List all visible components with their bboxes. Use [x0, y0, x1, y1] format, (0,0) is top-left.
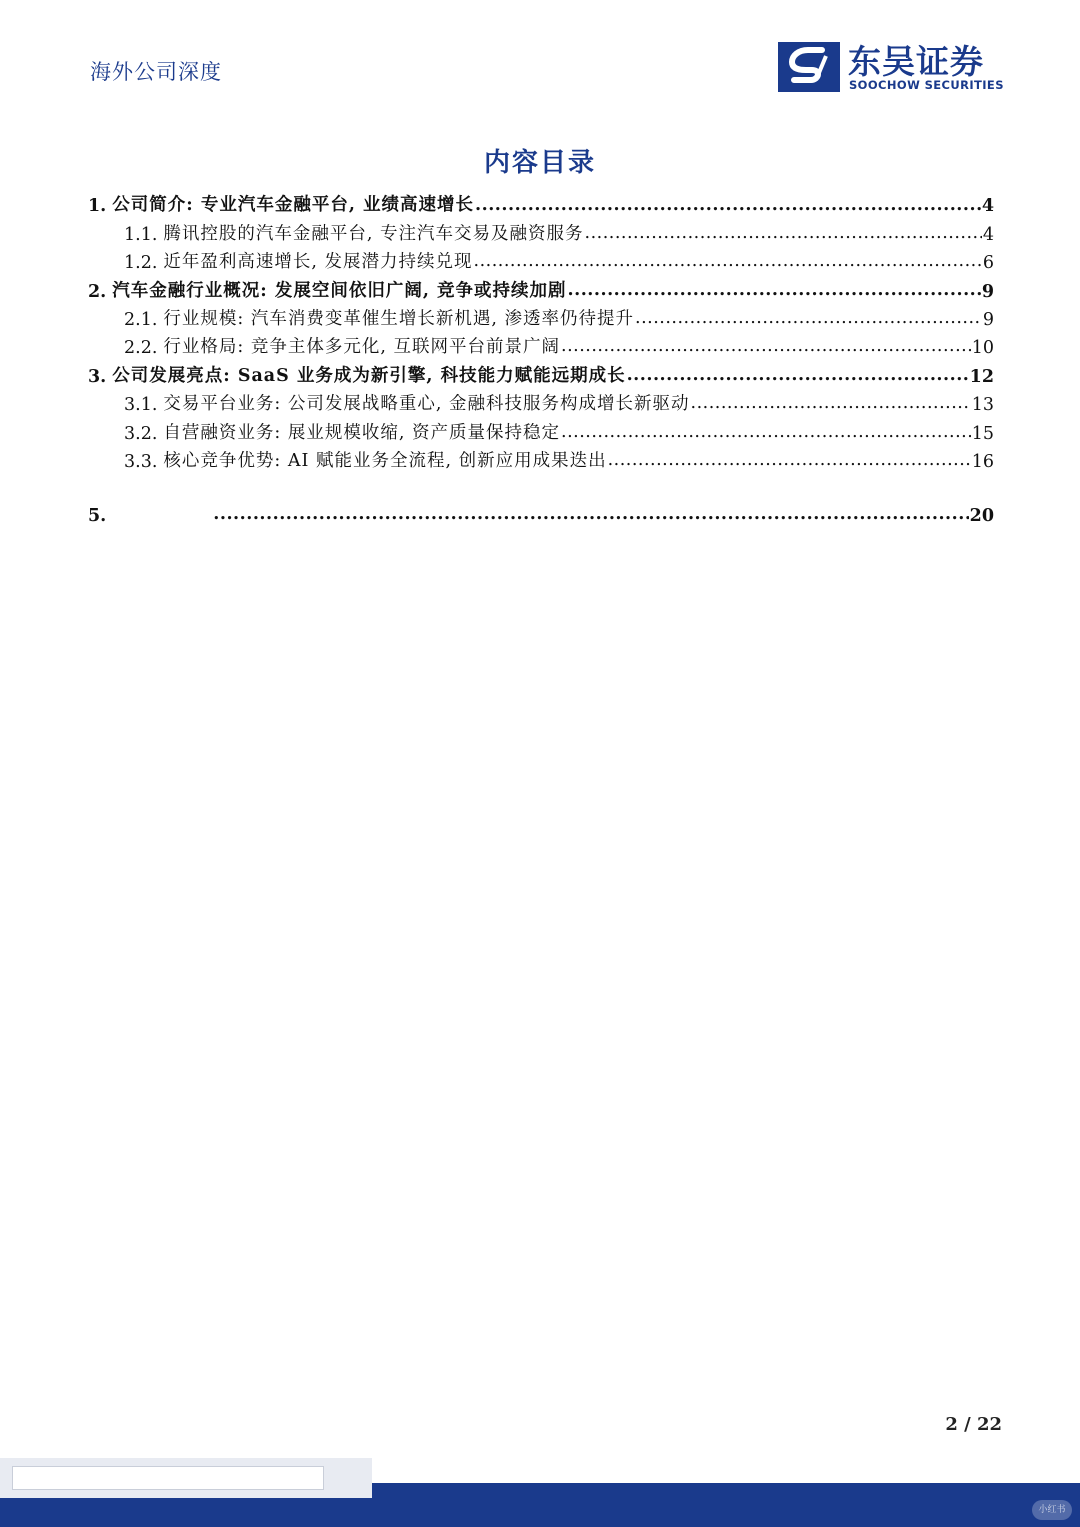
toc-leader-dots [475, 195, 981, 217]
toc-entry-page: 12 [969, 366, 994, 387]
toc-entry[interactable] [88, 387, 994, 415]
toc-entry-number: 3. [88, 366, 107, 387]
logo-chinese-name: 东吴证券 [848, 42, 984, 81]
toc-entry-page: 13 [971, 395, 994, 416]
toc-entry[interactable] [88, 245, 994, 273]
toc-entry-number: 2.2. [124, 338, 158, 359]
toc-entry[interactable] [88, 273, 994, 301]
toc-entry[interactable] [88, 498, 994, 526]
toc-entry-label: 自营融资业务: 展业规模收缩, 资产质量保持稳定 [163, 422, 560, 443]
toc-entry-number: 1. [88, 196, 107, 217]
report-type-label: 海外公司深度 [90, 60, 222, 84]
toc-leader-dots [585, 223, 982, 245]
toc-entry-page: 16 [971, 451, 994, 472]
toc-entry-page: 10 [971, 338, 994, 359]
toc-entry[interactable] [88, 216, 994, 244]
toc-entry-number: 3.3. [124, 451, 158, 472]
footer-disclaimer-field [12, 1466, 324, 1490]
toc-entry-label: 近年盈利高速增长, 发展潜力持续兑现 [163, 252, 473, 273]
toc-entry-number: 2. [88, 281, 107, 302]
toc-entry-number: 3.1. [124, 395, 158, 416]
toc-entry-label: 汽车金融行业概况: 发展空间依旧广阔, 竞争或持续加剧 [112, 280, 567, 301]
toc-entry-number: 5. [88, 506, 107, 527]
toc-entry-page: 6 [982, 253, 994, 274]
toc-entry-label: 行业规模: 汽车消费变革催生增长新机遇, 渗透率仍待提升 [163, 308, 634, 329]
toc-entry-label: 腾讯控股的汽车金融平台, 专注汽车交易及融资服务 [163, 223, 584, 244]
toc-entry-label: 核心竞争优势: AI 赋能业务全流程, 创新应用成果迭出 [163, 450, 607, 471]
toc-entry-number: 1.1. [124, 224, 158, 245]
toc-entry-label: 行业格局: 竞争主体多元化, 互联网平台前景广阔 [163, 337, 560, 358]
page-number: 2 / 22 [945, 1414, 1002, 1435]
toc-leader-dots [691, 393, 971, 415]
toc-entry-number: 2.1. [124, 309, 158, 330]
toc-leader-dots [561, 336, 971, 358]
toc-leader-dots [635, 308, 982, 330]
toc-entry[interactable] [88, 302, 994, 330]
toc-leader-dots [568, 280, 981, 302]
toc-entry-label: 公司简介: 专业汽车金融平台, 业绩高速增长 [112, 195, 475, 216]
toc-entry[interactable] [88, 415, 994, 443]
toc-entry-page: 15 [971, 423, 994, 444]
toc-entry-label: 公司发展亮点: SaaS 业务成为新引擎, 科技能力赋能远期成长 [112, 365, 626, 386]
company-logo [778, 40, 1008, 96]
toc-leader-dots [474, 251, 982, 273]
toc-entry-page: 9 [982, 309, 994, 330]
toc-entry[interactable] [88, 188, 994, 216]
toc-entry[interactable] [88, 358, 994, 386]
toc-entry-label: 交易平台业务: 公司发展战略重心, 金融科技服务构成增长新驱动 [163, 394, 690, 415]
toc-entry[interactable] [88, 330, 994, 358]
toc-entry-number: 3.2. [124, 423, 158, 444]
logo-english-name: SOOCHOW SECURITIES [849, 78, 1004, 92]
toc-leader-dots [213, 504, 968, 526]
toc-entry[interactable] [88, 444, 994, 472]
toc-title: 内容目录 [483, 148, 596, 178]
soochow-logo-icon [778, 42, 840, 92]
toc-entry-number: 1.2. [124, 253, 158, 274]
toc-entry-page: 4 [982, 224, 994, 245]
toc-entry-page: 9 [981, 281, 994, 302]
toc-entry-page: 20 [969, 506, 994, 527]
toc-leader-dots [608, 450, 971, 472]
toc-leader-dots [627, 365, 969, 387]
toc-entry-page: 4 [981, 196, 994, 217]
table-of-contents [88, 188, 994, 526]
toc-leader-dots [561, 422, 971, 444]
watermark-badge: 小红书 [1032, 1500, 1072, 1520]
